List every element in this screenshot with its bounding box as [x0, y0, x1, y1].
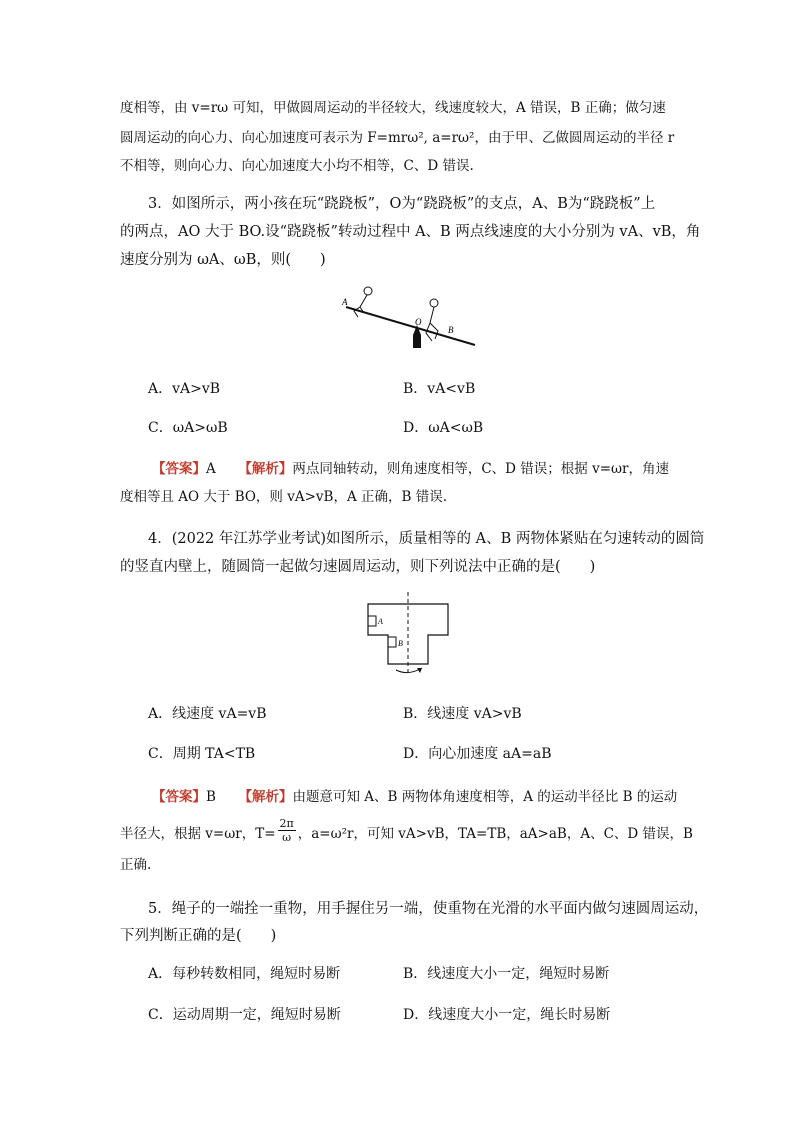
analysis-text: 由题意可知 A、B 两物体角速度相等，A 的运动半径比 B 的运动 [292, 789, 678, 805]
answer-line [152, 457, 669, 477]
option-a: A．每秒转数相同，绳短时易断 [148, 966, 341, 982]
answer-tag: 【答案】 [152, 461, 206, 477]
question-5-line: 5．绳子的一端拴一重物，用手握住另一端，使重物在光滑的水平面内做匀速圆周运动， [148, 901, 709, 917]
analysis-line [120, 817, 693, 848]
cylinder-figure [360, 590, 455, 678]
point-a-label: A [342, 297, 348, 307]
block-a-label: A [378, 617, 383, 626]
fraction [278, 817, 296, 844]
option-b: B．线速度 vA>vB [403, 706, 522, 722]
text-line: 不相等，则向心力、向心加速度大小均不相等，C、D 错误. [120, 158, 474, 174]
analysis-line: 正确. [120, 857, 152, 873]
option-b: B．vA<vB [403, 381, 476, 397]
fraction-numerator: 2π [279, 817, 294, 830]
question-4-line: 4．(2022 年江苏学业考试)如图所示，质量相等的 A、B 两物体紧贴在匀速转动的圆筒 [148, 531, 705, 547]
question-3-line: 3．如图所示，两小孩在玩“跷跷板”，O为“跷跷板”的支点，A、B为“跷跷板”上 [148, 196, 656, 212]
analysis-line: 度相等且 AO 大于 BO，则 vA>vB，A 正确，B 错误. [120, 489, 447, 505]
analysis-tag: 【解析】 [238, 789, 293, 805]
point-b-label: B [448, 325, 454, 335]
analysis-text: ，a=ω²r，可知 vA>vB，TA=TB，aA>aB，A、C、D 错误，B [297, 826, 693, 842]
option-b: B．线速度大小一定，绳短时易断 [403, 966, 610, 982]
fraction-denominator: ω [282, 831, 292, 844]
text-line: 圆周运动的向心力、向心加速度可表示为 F=mrω², a=rω²，由于甲、乙做圆周运动的半径 r [120, 130, 675, 146]
seesaw-figure [338, 283, 483, 358]
answer-value: A [206, 461, 216, 477]
answer-tag: 【答案】 [152, 789, 206, 805]
question-3-line: 的两点，AO 大于 BO.设“跷跷板”转动过程中 A、B 两点线速度的大小分别为 vA、vB，角 [120, 224, 701, 240]
option-c: C．运动周期一定，绳短时易断 [148, 1007, 341, 1023]
option-d: D．向心加速度 aA=aB [403, 746, 552, 762]
point-o-label: O [415, 317, 422, 327]
analysis-text: 半径大，根据 v=ωr，T= [120, 826, 276, 842]
block-b-label: B [398, 639, 403, 648]
option-d: D．线速度大小一定，绳长时易断 [403, 1007, 611, 1023]
option-d: D．ωA<ωB [403, 420, 484, 436]
text-line: 度相等，由 v=rω 可知，甲做圆周运动的半径较大，线速度较大，A 错误，B 正确；做匀速 [120, 100, 666, 116]
option-c: C．周期 TA<TB [148, 746, 256, 762]
question-3-line: 速度分别为 ωA、ωB，则( ) [120, 252, 326, 268]
answer-line [152, 785, 677, 805]
analysis-tag: 【解析】 [238, 461, 293, 477]
question-4-line: 的竖直内壁上，随圆筒一起做匀速圆周运动，则下列说法中正确的是( ) [120, 559, 596, 575]
option-a: A．vA>vB [148, 381, 221, 397]
option-a: A．线速度 vA=vB [148, 706, 267, 722]
answer-value: B [206, 789, 216, 805]
question-5-line: 下列判断正确的是( ) [120, 928, 277, 944]
option-c: C．ωA>ωB [148, 420, 228, 436]
analysis-text: 两点同轴转动，则角速度相等，C、D 错误；根据 v=ωr，角速 [292, 461, 669, 477]
